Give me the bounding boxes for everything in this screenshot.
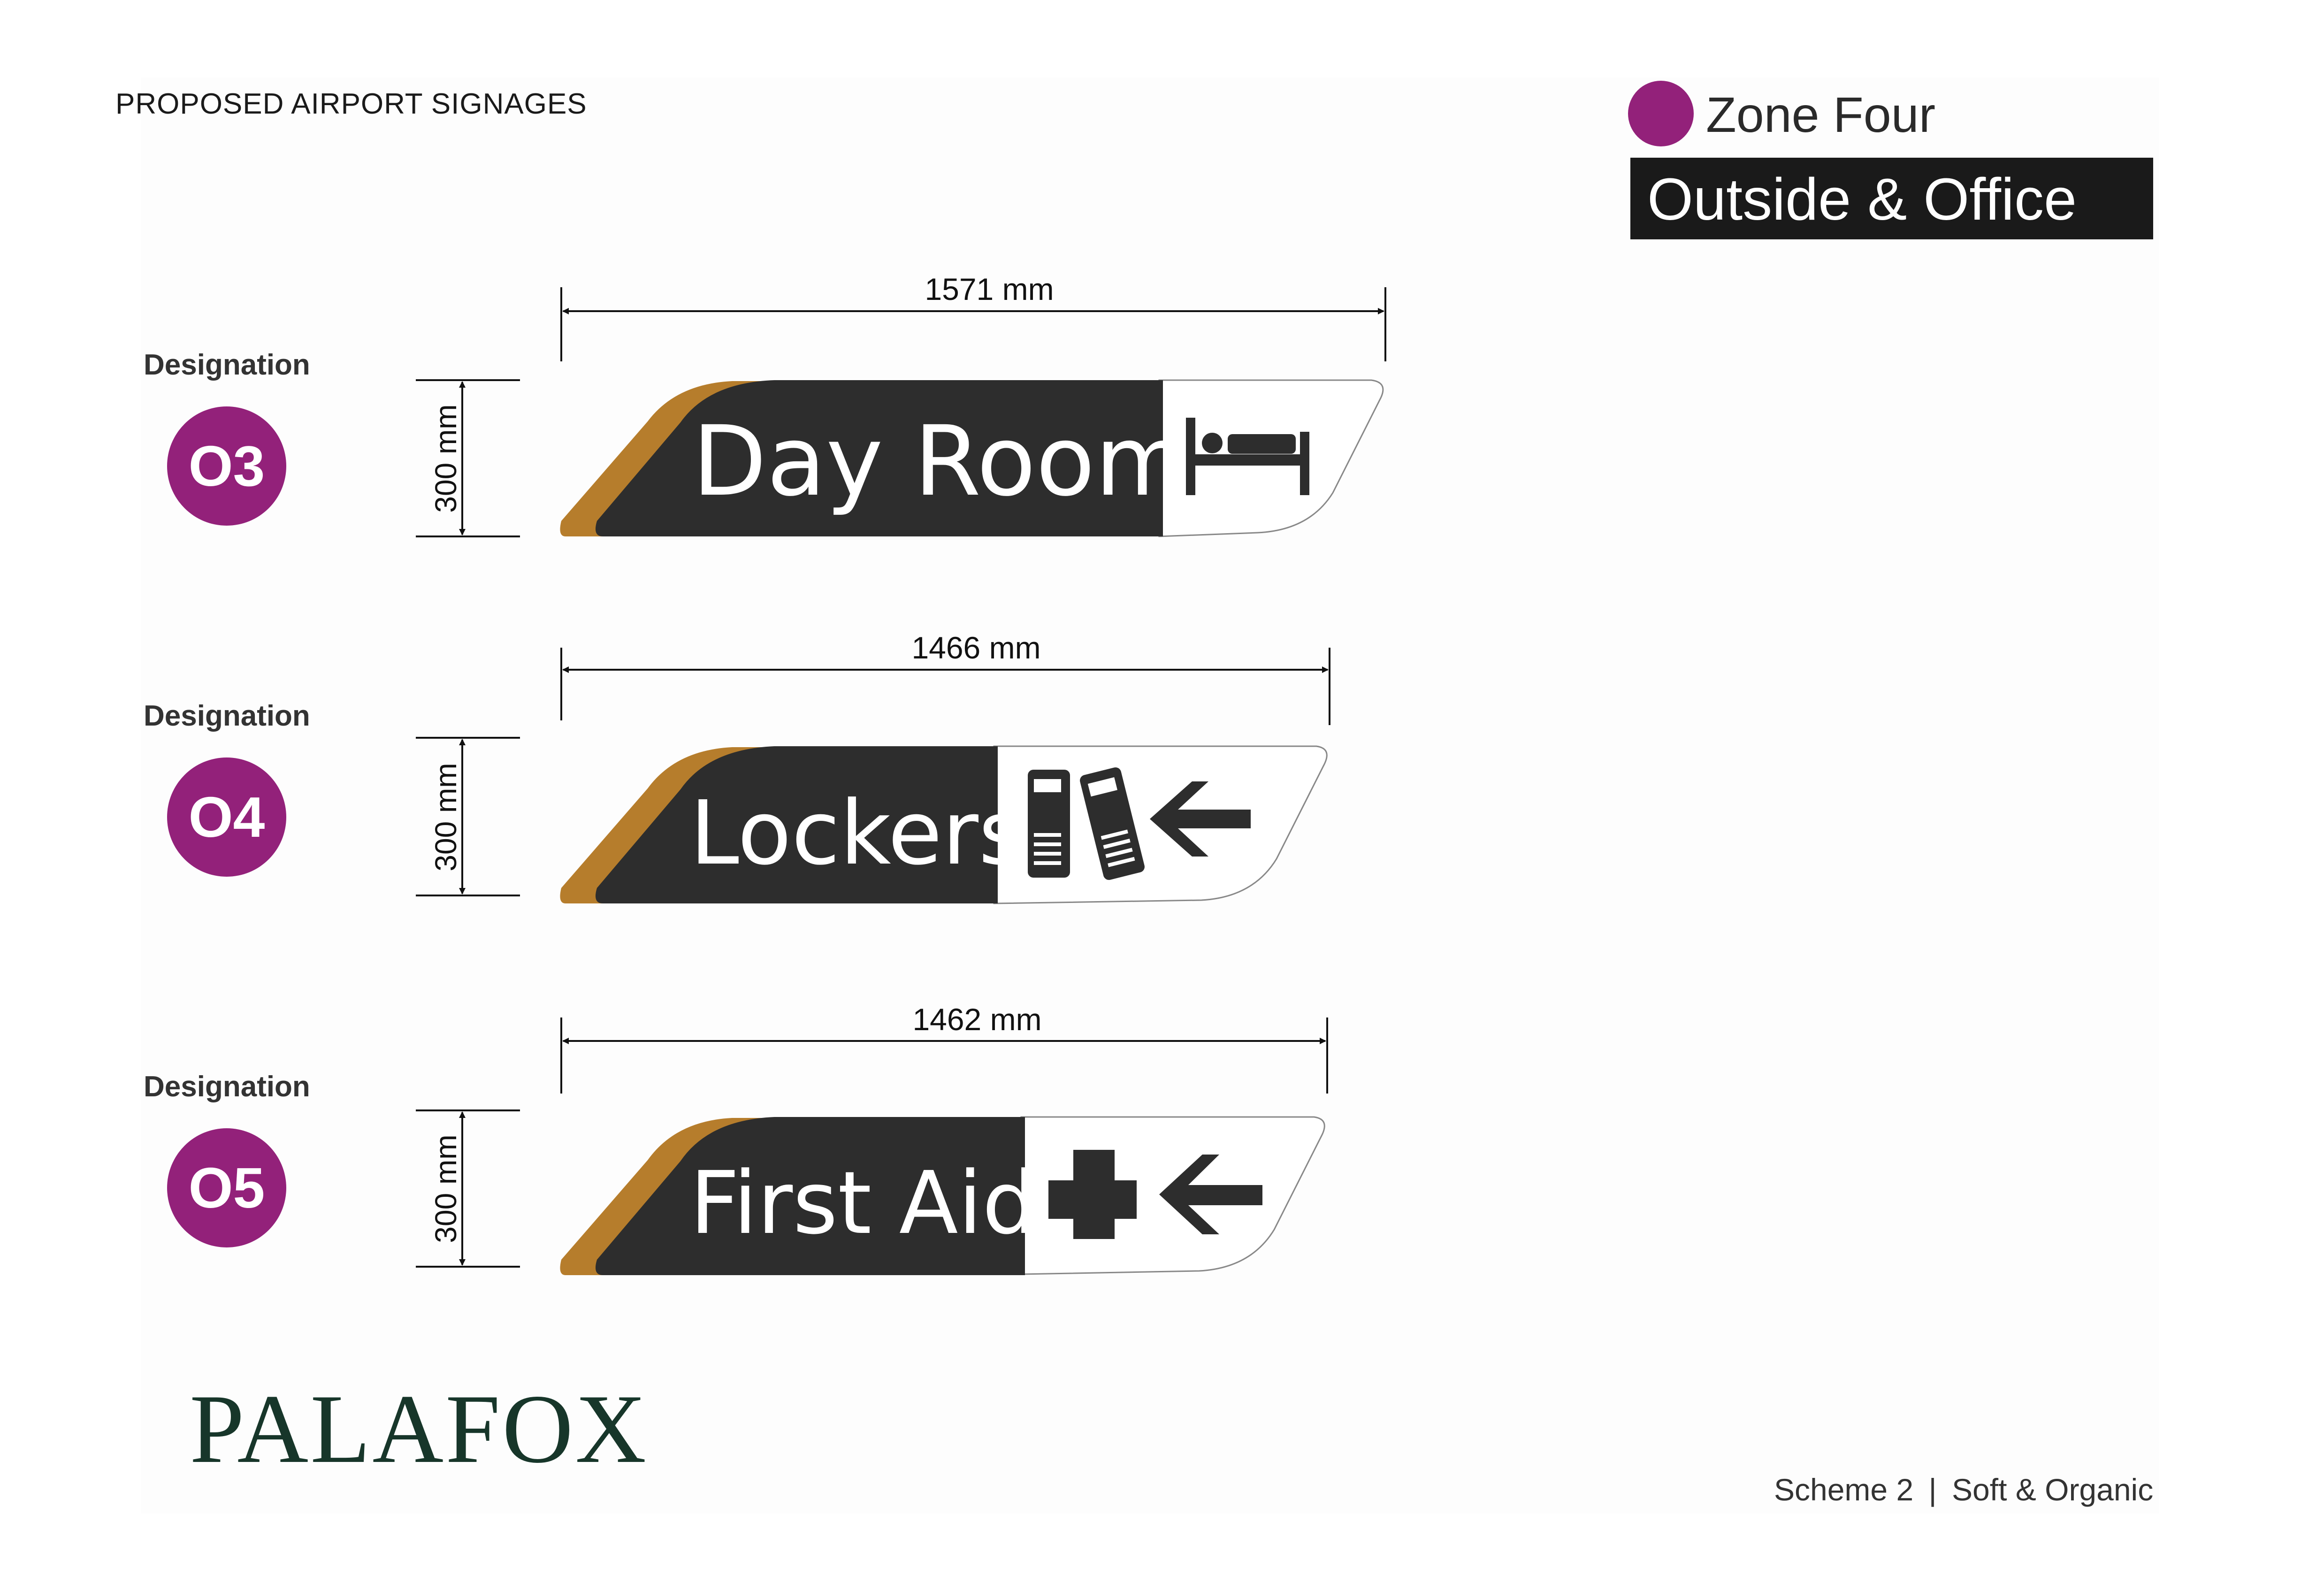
height-label-o5: 300 mm <box>429 1134 463 1243</box>
designation-label-o3: Designation <box>144 349 310 381</box>
height-label-o4: 300 mm <box>429 763 463 872</box>
width-label-o3: 1571 mm <box>925 272 1054 306</box>
sign-text-o4: Lockers <box>690 782 1024 885</box>
designation-label-o4: Designation <box>144 700 310 732</box>
footer-separator: | <box>1928 1472 1937 1507</box>
height-label-o3: 300 mm <box>429 404 463 513</box>
designation-badge-o3: O3 <box>167 406 286 526</box>
sign-text-o3: Day Room <box>692 405 1189 518</box>
designation-label-o5: Designation <box>144 1071 310 1103</box>
width-label-o4: 1466 mm <box>911 630 1041 665</box>
footer-style: Soft & Organic <box>1952 1472 2154 1507</box>
footer-scheme <box>1774 1472 2153 1507</box>
width-label-o5: 1462 mm <box>912 1002 1042 1037</box>
sign-text-o5: First Aid <box>690 1153 1037 1254</box>
zone-subtitle: Outside & Office <box>1647 166 2077 232</box>
designation-badge-o4: O4 <box>167 757 286 877</box>
document-title: PROPOSED AIRPORT SIGNAGES <box>115 88 587 120</box>
designation-badge-o5: O5 <box>167 1128 286 1247</box>
footer-scheme-name: Scheme 2 <box>1774 1472 1914 1507</box>
palafox-logo: PALAFOX <box>190 1375 649 1484</box>
zone-name: Zone Four <box>1706 87 1936 143</box>
